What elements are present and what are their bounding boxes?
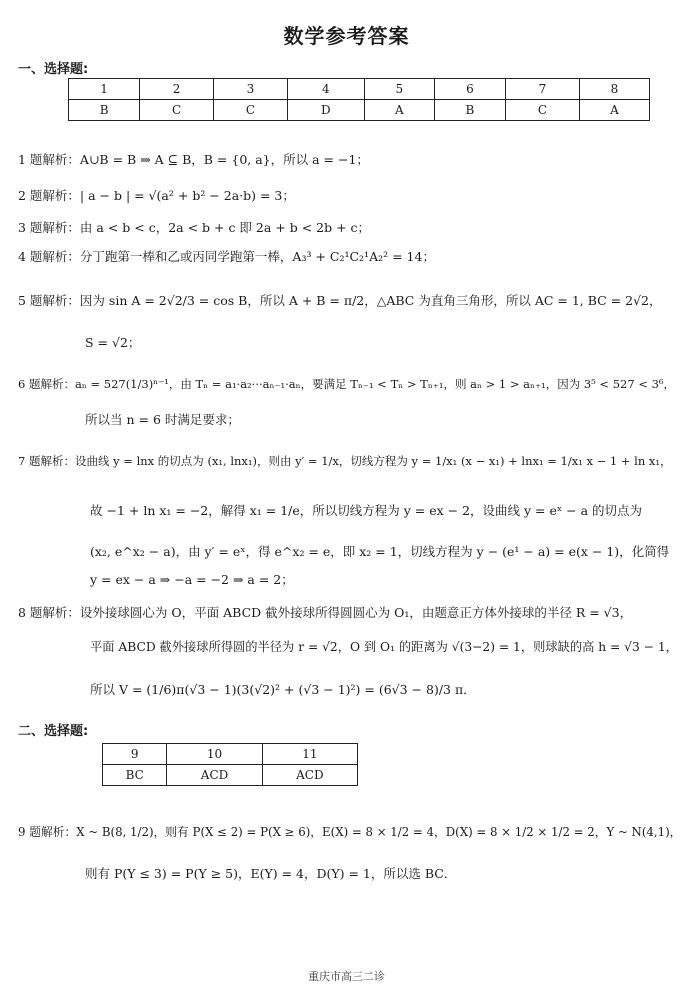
page-title: 数学参考答案 <box>283 24 410 48</box>
table-row-answers <box>103 765 358 786</box>
table-row-answers <box>69 100 650 121</box>
solution-2: 2 题解析：| a − b | = √(a² + b² − 2a·b) = 3； <box>18 188 295 203</box>
answer-cell: C <box>506 100 580 121</box>
table-row-numbers <box>103 744 358 765</box>
answer-cell: C <box>140 100 214 121</box>
solution-6-line-2: 所以当 n = 6 时满足要求； <box>85 412 240 427</box>
answer-cell: B <box>69 100 140 121</box>
answer-cell: ACD <box>167 765 262 786</box>
page-footer: 重庆市高三二诊 <box>308 970 385 983</box>
solution-1: 1 题解析：A∪B = B ⇒ A ⊆ B，B = {0, a}，所以 a = −1； <box>18 152 369 167</box>
question-number: 7 <box>506 79 580 100</box>
section-2-heading: 二、选择题: <box>18 724 89 739</box>
question-number: 1 <box>69 79 140 100</box>
answer-cell: A <box>579 100 649 121</box>
solution-4: 4 题解析：分丁跑第一棒和乙或丙同学跑第一棒，A₃³ + C₂¹C₂¹A₂² = 14； <box>18 249 435 264</box>
answer-cell: B <box>434 100 505 121</box>
section-1-heading: 一、选择题: <box>18 62 89 77</box>
solution-5-line-1: 5 题解析：因为 sin A = 2√2/3 = cos B，所以 A + B = π/2，△ABC 为直角三角形，所以 AC = 1, BC = 2√2， <box>18 293 662 308</box>
solution-9-line-1: 9 题解析：X ~ B(8, 1/2)，则有 P(X ≤ 2) = P(X ≥ 6)，E(X) = 8 × 1/2 = 4，D(X) = 8 × 1/2 × 1/2 = 2，Y ~ N(4,1)， <box>18 825 682 839</box>
solution-8-line-3: 所以 V = (1/6)π(√3 − 1)(3(√2)² + (√3 − 1)²) = (6√3 − 8)/3 π． <box>90 682 476 697</box>
solution-8-line-2: 平面 ABCD 截外接球所得圆的半径为 r = √2，O 到 O₁ 的距离为 √(3−2) = 1，则球缺的高 h = √3 − 1， <box>90 640 678 654</box>
question-number: 8 <box>579 79 649 100</box>
question-number: 6 <box>434 79 505 100</box>
section-1-answer-table <box>68 78 650 121</box>
solution-7-line-3: (x₂, e^x₂ − a)，由 y′ = eˣ，得 e^x₂ = e，即 x₂ = 1，切线方程为 y − (e¹ − a) = e(x − 1)，化简得 <box>90 544 670 559</box>
answer-cell: A <box>364 100 434 121</box>
question-number: 2 <box>140 79 214 100</box>
solution-5-line-2: S = √2； <box>85 335 141 350</box>
solution-9-line-2: 则有 P(Y ≤ 3) = P(Y ≥ 5)，E(Y) = 4，D(Y) = 1，所以选 BC． <box>85 866 457 881</box>
solution-6-line-1: 6 题解析：aₙ = 527(1/3)ⁿ⁻¹，由 Tₙ = a₁·a₂···aₙ₋₁·aₙ，要满足 Tₙ₋₁ < Tₙ > Tₙ₊₁，则 aₙ > 1 > aₙ₊₁，因为 3⁵ < 527 < 3⁶， <box>18 377 676 391</box>
question-number: 9 <box>103 744 167 765</box>
question-number: 5 <box>364 79 434 100</box>
solution-3: 3 题解析：由 a < b < c，2a < b + c 即 2a + b < 2b + c； <box>18 220 371 235</box>
solution-8-line-1: 8 题解析：设外接球圆心为 O，平面 ABCD 截外接球所得圆圆心为 O₁，由题意正方体外接球的半径 R = √3， <box>18 605 633 620</box>
answer-cell: ACD <box>262 765 357 786</box>
solution-7-line-1: 7 题解析：设曲线 y = lnx 的切点为 (x₁, lnx₁)，则由 y′ = 1/x，切线方程为 y = 1/x₁ (x − x₁) + lnx₁ = 1/x₁ x − 1 + ln x₁， <box>18 454 672 468</box>
question-number: 4 <box>287 79 364 100</box>
solution-7-line-2: 故 −1 + ln x₁ = −2，解得 x₁ = 1/e，所以切线方程为 y = ex − 2，设曲线 y = eˣ − a 的切点为 <box>90 503 643 518</box>
table-row-numbers <box>69 79 650 100</box>
solution-7-line-4: y = ex − a ⇒ −a = −2 ⇒ a = 2； <box>90 572 294 587</box>
answer-cell: BC <box>103 765 167 786</box>
answer-cell: D <box>287 100 364 121</box>
answer-cell: C <box>214 100 288 121</box>
question-number: 3 <box>214 79 288 100</box>
question-number: 11 <box>262 744 357 765</box>
question-number: 10 <box>167 744 262 765</box>
section-2-answer-table <box>102 743 358 786</box>
